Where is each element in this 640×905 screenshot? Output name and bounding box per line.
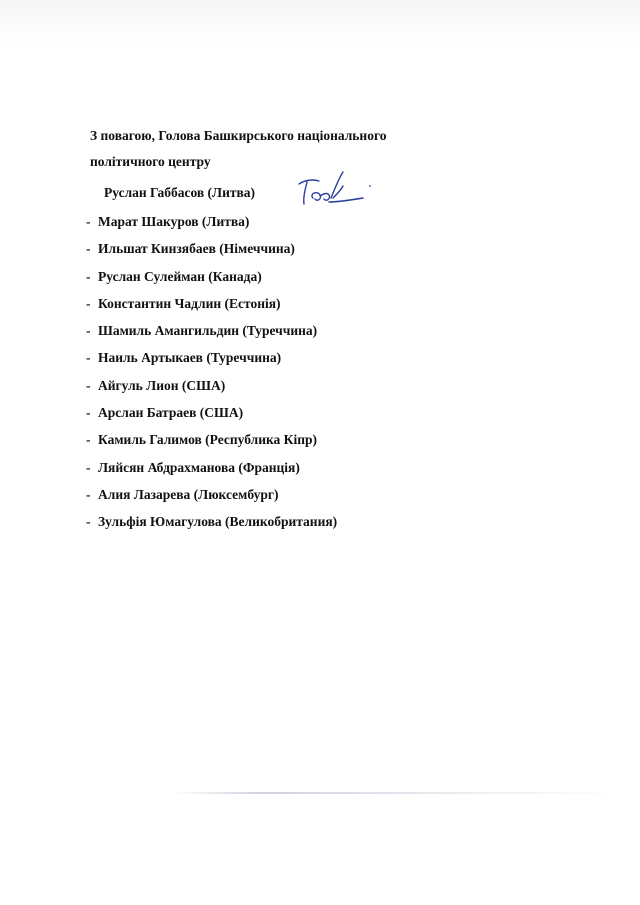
list-item xyxy=(86,348,606,375)
list-item xyxy=(86,294,606,321)
list-item xyxy=(86,458,606,485)
list-dash: - xyxy=(86,377,91,393)
list-dash: - xyxy=(86,350,91,366)
list-dash: - xyxy=(86,514,91,530)
member-name: Константин Чадлин (Естонія) xyxy=(98,295,281,311)
list-dash: - xyxy=(86,323,91,339)
list-dash: - xyxy=(86,432,91,448)
list-dash: - xyxy=(86,405,91,421)
member-name: Айгуль Лион (США) xyxy=(98,377,226,393)
list-item xyxy=(86,267,606,294)
member-name: Руслан Сулейман (Канада) xyxy=(98,268,262,284)
list-item xyxy=(86,485,606,512)
signatory-name: Руслан Габбасов (Литва) xyxy=(104,185,256,200)
handwritten-signature-icon xyxy=(293,168,373,212)
list-dash: - xyxy=(86,214,91,229)
list-item xyxy=(86,212,606,239)
list-dash: - xyxy=(86,268,91,284)
list-dash: - xyxy=(86,241,91,257)
list-item xyxy=(86,321,606,348)
signatory-row xyxy=(104,182,604,210)
member-name: Ляйсян Абдрахманова (Франція) xyxy=(98,459,300,475)
members-list xyxy=(86,212,606,540)
member-name: Зульфія Юмагулова (Великобритания) xyxy=(98,514,338,530)
member-name: Алия Лазарева (Люксембург) xyxy=(98,486,279,502)
member-name: Марат Шакуров (Литва) xyxy=(98,214,250,229)
list-dash: - xyxy=(86,295,91,311)
closing-block xyxy=(90,126,610,172)
list-item xyxy=(86,512,606,539)
list-item xyxy=(86,239,606,266)
member-name: Ильшат Кинзябаев (Німеччина) xyxy=(98,241,295,257)
list-dash: - xyxy=(86,486,91,502)
member-name: Наиль Артыкаев (Туреччина) xyxy=(98,350,282,366)
closing-line-1: З повагою, Голова Башкирського національного xyxy=(90,128,387,143)
list-dash: - xyxy=(86,459,91,475)
member-name: Камиль Галимов (Республика Кіпр) xyxy=(98,432,317,448)
closing-line-2: політичного центру xyxy=(90,154,211,169)
list-item xyxy=(86,430,606,457)
list-item xyxy=(86,376,606,403)
list-item xyxy=(86,403,606,430)
member-name: Арслан Батраев (США) xyxy=(98,405,244,421)
member-name: Шамиль Амангильдин (Туреччина) xyxy=(98,323,318,339)
